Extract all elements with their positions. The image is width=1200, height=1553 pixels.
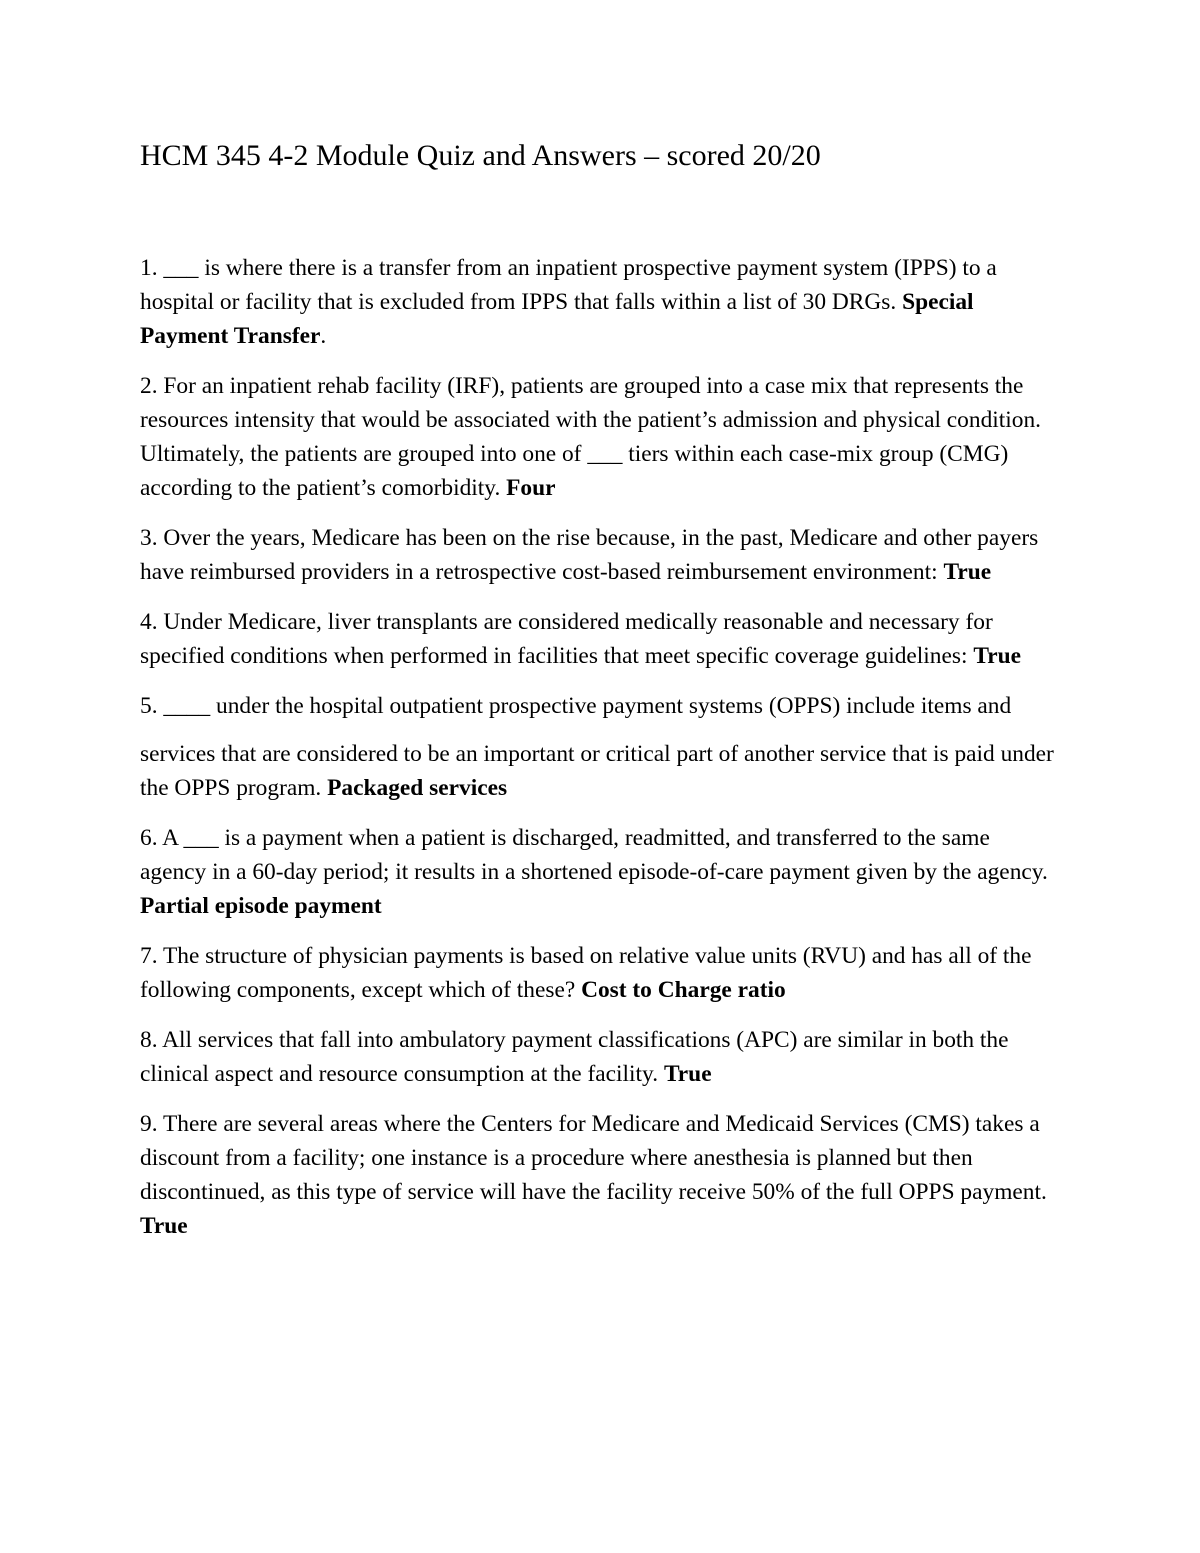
question-text: 5. ____ under the hospital outpatient prospective payment systems (OPPS) include items and — [140, 693, 1012, 719]
question-answer: True — [973, 643, 1021, 669]
question-answer: True — [943, 559, 992, 585]
question-answer: Four — [506, 475, 556, 501]
question-6 — [140, 821, 1060, 923]
question-answer: Special Payment Transfer — [140, 289, 974, 349]
question-1 — [140, 251, 1060, 353]
question-answer: True — [663, 1061, 712, 1087]
question-2 — [140, 369, 1060, 505]
question-9 — [140, 1107, 1060, 1243]
question-answer: Cost to Charge ratio — [581, 977, 786, 1003]
question-text: 9. There are several areas where the Centers for Medicare and Medicaid Services (CMS) takes a discount from a facility; one instance is a procedure where anesthesia is planned but then discontinued, as this type of service will have the facility receive 50% of the full OPPS payment. — [140, 1111, 1047, 1205]
question-3 — [140, 521, 1060, 589]
question-text: 2. For an inpatient rehab facility (IRF), patients are grouped into a case mix that represents the resources intensity that would be associated with the patient’s admission and physical condition. Ultimately, the patients are grouped into one of ___ tiers within each case-mix group (CMG) according to the patient’s comorbidity. — [140, 373, 1042, 501]
question-answer: Partial episode payment — [140, 893, 382, 919]
question-answer: Packaged services — [327, 775, 508, 801]
question-suffix: . — [320, 323, 327, 349]
question-text: services that are considered to be an important or critical part of another service that is paid under the OPPS program. — [140, 741, 1054, 801]
question-5-continued — [140, 737, 1060, 805]
question-text: 7. The structure of physician payments is based on relative value units (RVU) and has all of the following components, except which of these? — [140, 943, 1032, 1003]
question-list — [140, 251, 1060, 1259]
question-text: 6. A ___ is a payment when a patient is discharged, readmitted, and transferred to the same agency in a 60-day period; it results in a shortened episode-of-care payment given by the agency. — [140, 825, 1048, 885]
question-4 — [140, 605, 1060, 673]
question-text: 4. Under Medicare, liver transplants are considered medically reasonable and necessary for specified conditions when performed in facilities that meet specific coverage guidelines: — [140, 609, 993, 669]
question-8 — [140, 1023, 1060, 1091]
question-text: 3. Over the years, Medicare has been on the rise because, in the past, Medicare and other payers have reimbursed providers in a retrospective cost-based reimbursement environment: — [140, 525, 1039, 585]
question-5 — [140, 689, 1060, 723]
question-text: 1. ___ is where there is a transfer from an inpatient prospective payment system (IPPS) to a hospital or facility that is excluded from IPPS that falls within a list of 30 DRGs. — [140, 255, 997, 315]
document-title: HCM 345 4-2 Module Quiz and Answers – scored 20/20 — [140, 139, 821, 172]
question-answer: True — [140, 1213, 188, 1239]
question-text: 8. All services that fall into ambulatory payment classifications (APC) are similar in both the clinical aspect and resource consumption at the facility. — [140, 1027, 1009, 1087]
question-7 — [140, 939, 1060, 1007]
